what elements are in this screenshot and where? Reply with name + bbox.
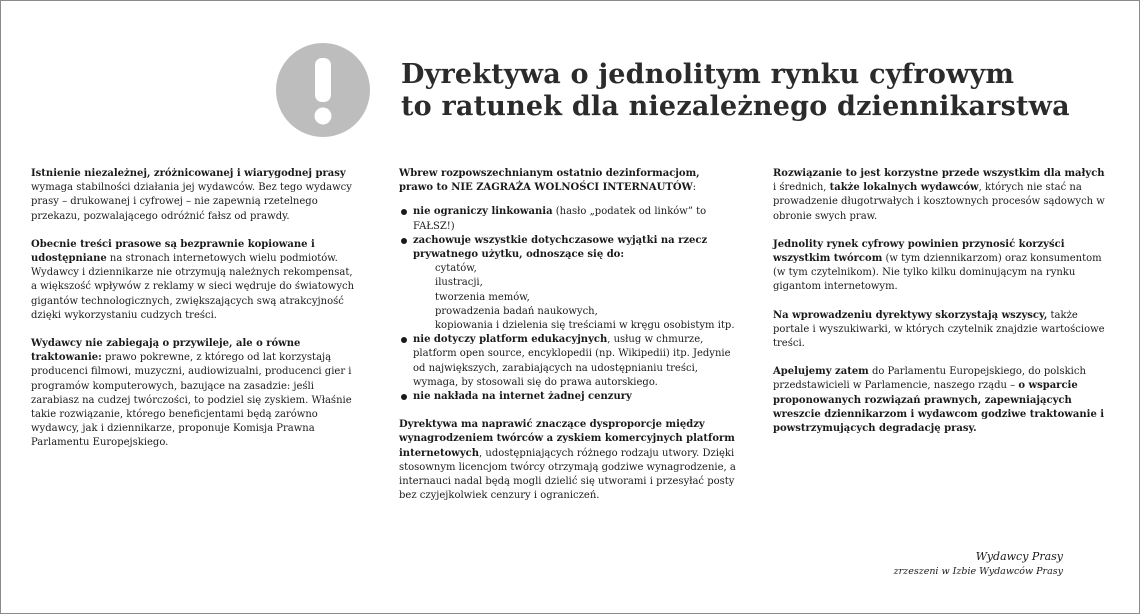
paragraph-appeal: Apelujemy zatem do Parlamentu Europejskiego, do polskich przedstawicieli w Parlamencie, naszego rządu – o wsparcie proponowanych rozwiązań prawnych, zapewniających wreszcie dziennikarzom i wydawcom godziwe traktowanie i powstrzymujących degradację prasy. <box>773 366 1105 435</box>
list-item: zachowuje wszystkie dotychczasowe wyjątki na rzecz prywatnego użytku, odnoszące się do: cytatów, ilustracji, tworzenia memów, prowadzenia badań naukowych, kopiowania i dzielenia się treściami w kręgu osobistym itp. <box>399 234 737 333</box>
column-right <box>773 167 1108 450</box>
list-item: nie ograniczy linkowania (hasło „podatek od linków” to FAŁSZ!) <box>399 205 737 233</box>
signature <box>894 549 1063 579</box>
exclamation-icon <box>276 43 370 137</box>
signature-publishers: Wydawcy Prasy <box>975 550 1063 563</box>
headline-line-1: Dyrektywa o jednolitym rynku cyfrowym <box>401 59 1015 90</box>
sub-list <box>413 262 737 333</box>
paragraph-intro: Wbrew rozpowszechnianym ostatnio dezinformacjom, prawo to NIE ZAGRAŻA WOLNOŚCI INTERNAUTÓW: <box>399 168 700 194</box>
list-item: nie dotyczy platform edukacyjnych, usług w chmurze, platform open source, encyklopedii (np. Wikipedii) itp. Jedynie od największych, zarabiających na udostępnianiu treści, wymaga, by stosowali się do prawa autorskiego. <box>399 333 737 390</box>
sub-list-item: ilustracji, <box>435 277 483 289</box>
paragraph-equal-treatment: Wydawcy nie zabiegają o przywileje, ale o równe traktowanie: prawo pokrewne, z którego od lat korzystają producenci filmowi, muzyczni, audiowizualni, producenci gier i programów komputerowych, bazujące na zasadzie: jeśli zarabiasz na cudzej twórczości, to podziel się zyskiem. Właśnie takie rozwiązanie, którego beneficjentami będą zarówno wydawcy, jak i dziennikarze, proponuje Komisja Prawna Parlamentu Europejskiego. <box>31 338 352 449</box>
sub-list-item: cytatów, <box>435 263 477 275</box>
paragraph-everyone-benefits: Na wprowadzeniu dyrektywy skorzystają wszyscy, także portale i wyszukiwarki, w których czytelnik znajdzie wartościowe treści. <box>773 309 1105 350</box>
headline-line-2: to ratunek dla niezależnego dziennikarstwa <box>401 91 1070 122</box>
column-middle <box>399 167 737 517</box>
paragraph-disproportions: Dyrektywa ma naprawić znaczące dysproporcje między wynagrodzeniem twórców a zyskiem komercyjnych platform internetowych, udostępniających różnego rodzaju utwory. Dzięki stosownym licencjom twórcy otrzymają godziwe wynagrodzenie, a internauci nadal będą mogli dzielić się utworami i przesyłać posty bez czyjejkolwiek cenzury i ograniczeń. <box>399 419 736 502</box>
header <box>1 1 1140 141</box>
paragraph-independent-press: Istnienie niezależnej, zróżnicowanej i wiarygodnej prasy wymaga stabilności działania jej wydawców. Bez tego wydawcy prasy – drukowanej i cyfrowej – nie zapewnią rzetelnego przekazu, pozwalającego odróżnić fałsz od prawdy. <box>31 168 352 222</box>
paragraph-small-publishers: Rozwiązanie to jest korzystne przede wszystkim dla małych i średnich, także lokalnych wydawców, których nie stać na prowadzenie długotrwałych i kosztownych procesów sądowych w obronie swych praw. <box>773 168 1105 222</box>
sub-list-item: prowadzenia badań naukowych, <box>435 305 598 317</box>
headline <box>401 59 1121 123</box>
paragraph-illegal-copying: Obecnie treści prasowe są bezprawnie kopiowane i udostępniane na stronach internetowych wielu podmiotów. Wydawcy i dziennikarze nie otrzymują należnych rekompensat, a większość wpływów z reklamy w sieci wędruje do światowych gigantów technologicznych, zwiększających swą atrakcyjność dzięki wykorzystaniu cudzych treści. <box>31 238 355 321</box>
bullet-list <box>399 205 737 404</box>
paragraph-digital-market: Jednolity rynek cyfrowy powinien przynosić korzyści wszystkim twórcom (w tym dziennikarzom) oraz konsumentom (w tym czytelnikom). Nie tylko kilku dominującym na rynku gigantom internetowym. <box>773 238 1102 293</box>
sub-list-item: tworzenia memów, <box>435 291 530 303</box>
sub-list-item: kopiowania i dzielenia się treściami w kręgu osobistym itp. <box>435 320 735 332</box>
signature-chamber: zrzeszeni w Izbie Wydawców Prasy <box>893 566 1063 577</box>
list-item: nie nakłada na internet żadnej cenzury <box>399 390 737 404</box>
column-left <box>31 167 361 465</box>
